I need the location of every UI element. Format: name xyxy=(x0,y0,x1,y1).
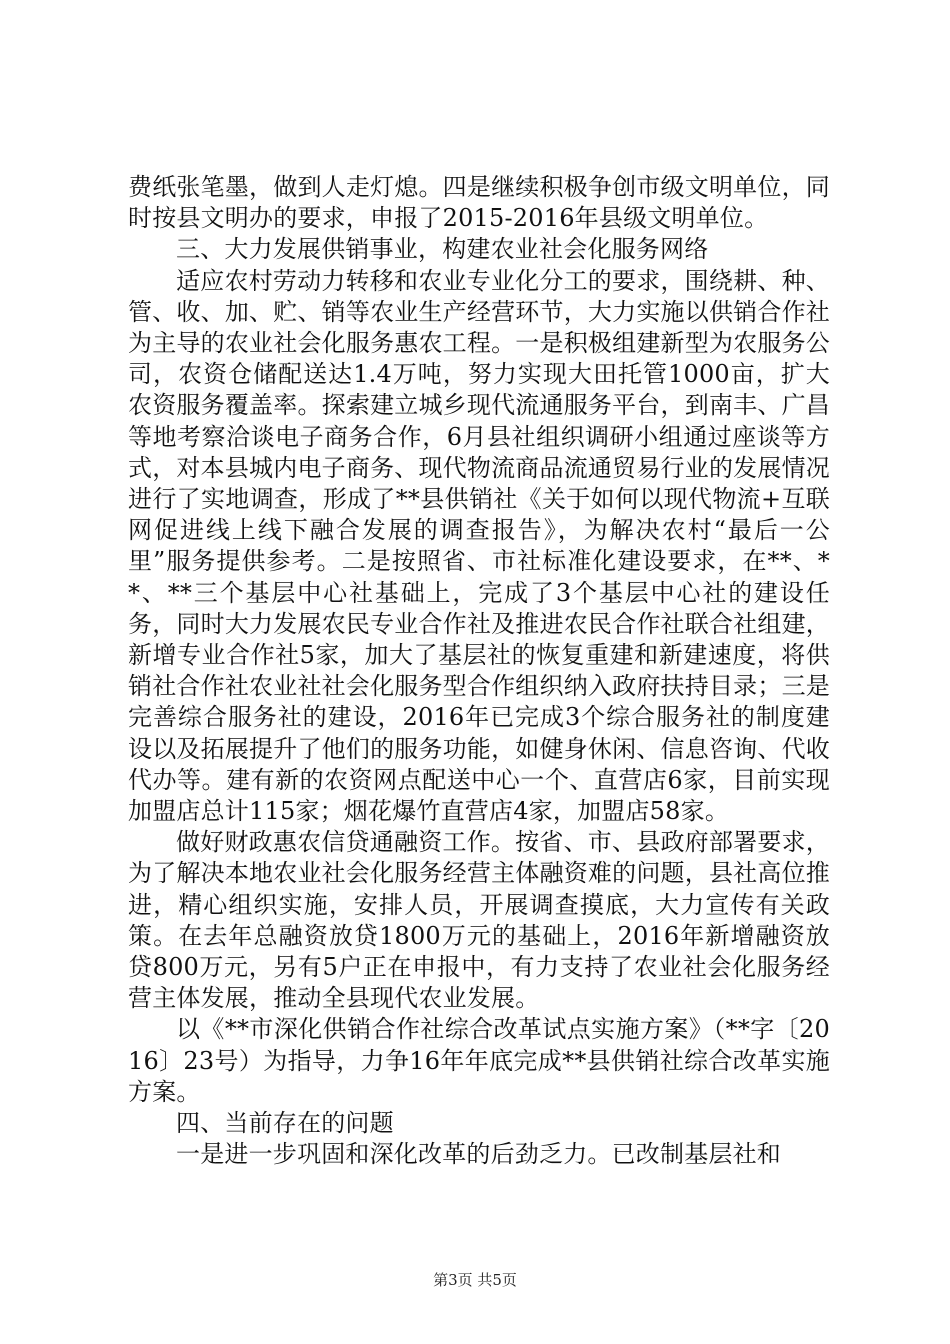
page-footer: 第3页 共5页 xyxy=(433,1271,517,1289)
paragraph-service-network: 适应农村劳动力转移和农业专业化分工的要求，围绕耕、种、管、收、加、贮、销等农业生产经营环节，大力实施以供销合作社为主导的农业社会化服务惠农工程。一是积极组建新型为农服务公司，农资仓储配送达1.4万吨，努力实现大田托管1000亩，扩大农资服务覆盖率。探索建立城乡现代流通服务平台，到南丰、广昌等地考察洽谈电子商务合作，6月县社组织调研小组通过座谈等方式，对本县城内电子商务、现代物流商品流通贸易行业的发展情况进行了实地调查，形成了**县供销社《关于如何以现代物流+互联网促进线上线下融合发展的调查报告》，为解决农村“最后一公里”服务提供参考。二是按照省、市社标准化建设要求，在**、**、**三个基层中心社基础上，完成了3个基层中心社的建设任务，同时大力发展农民专业合作社及推进农民合作社联合社组建，新增专业合作社5家，加大了基层社的恢复重建和新建速度，将供销社合作社农业社社会化服务型合作组织纳入政府扶持目录；三是完善综合服务社的建设，2016年已完成3个综合服务社的制度建设以及拓展提升了他们的服务功能，如健身休闲、信息咨询、代收代办等。建有新的农资网点配送中心一个、直营店6家，目前实现加盟店总计115家；烟花爆竹直营店4家，加盟店58家。 xyxy=(128,266,830,826)
section-heading-3: 三、大力发展供销事业，构建农业社会化服务网络 xyxy=(176,235,709,264)
paragraph-reform-plan: 以《**市深化供销合作社综合改革试点实施方案》（**字〔2016〕23号）为指导，力争16年年底完成**县供销社综合改革实施方案。 xyxy=(128,1015,830,1106)
section-heading-4: 四、当前存在的问题 xyxy=(176,1109,394,1138)
document-body xyxy=(128,172,830,1171)
paragraph-continuation: 费纸张笔墨，做到人走灯熄。四是继续积极争创市级文明单位，同时按县文明办的要求，申报了2015-2016年县级文明单位。 xyxy=(128,173,830,233)
paragraph-problem-1: 一是进一步巩固和深化改革的后劲乏力。已改制基层社和 xyxy=(176,1140,781,1169)
paragraph-finance: 做好财政惠农信贷通融资工作。按省、市、县政府部署要求，为了解决本地农业社会化服务经营主体融资难的问题，县社高位推进，精心组织实施，安排人员，开展调查摸底，大力宣传有关政策。在去年总融资放贷1800万元的基础上，2016年新增融资放贷800万元，另有5户正在申报中，有力支持了农业社会化服务经营主体发展，推动全县现代农业发展。 xyxy=(128,828,830,1013)
